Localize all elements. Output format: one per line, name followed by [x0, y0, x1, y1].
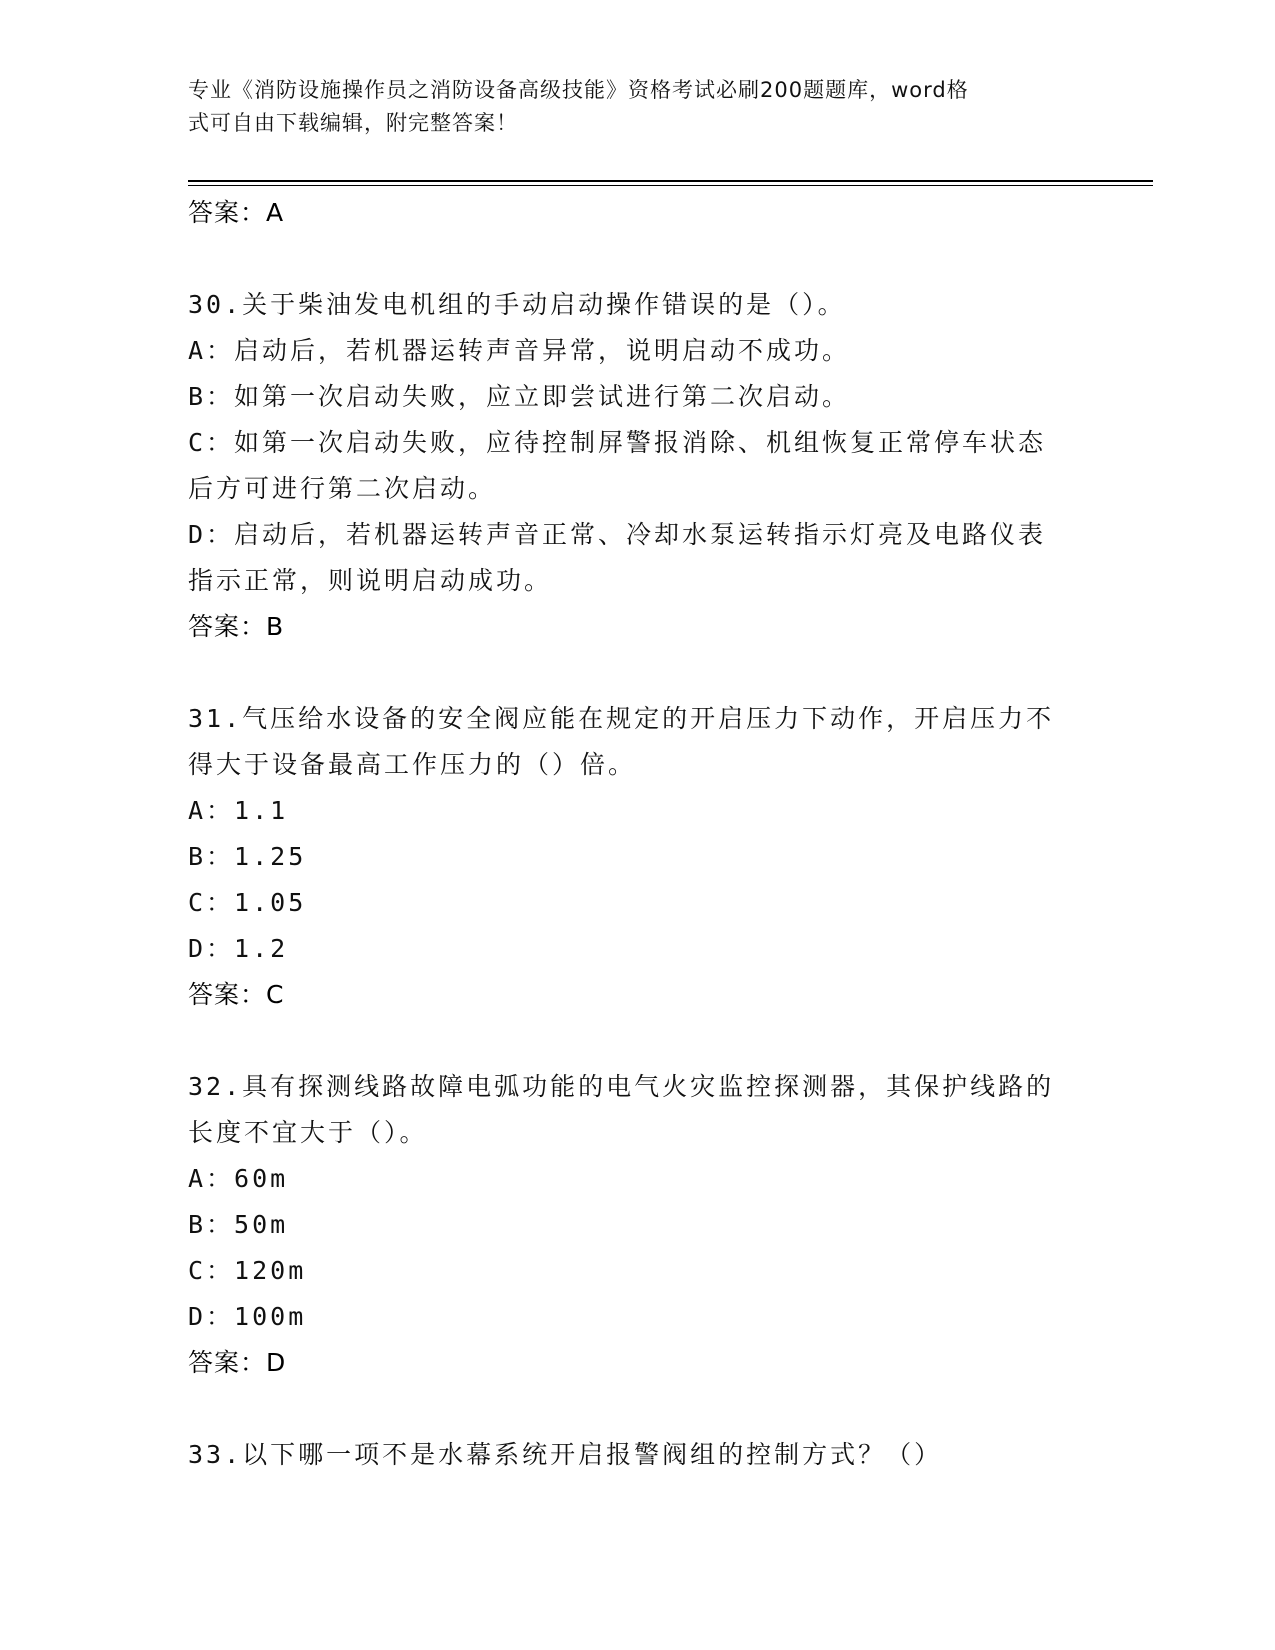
question-32 — [188, 1064, 1088, 1386]
option-d: D：启动后，若机器运转声音正常、冷却水泵运转指示灯亮及电路仪表 — [188, 520, 1047, 549]
answer-line: 答案：C — [188, 980, 285, 1009]
question-stem: 32.具有探测线路故障电弧功能的电气火灾监控探测器，其保护线路的 — [188, 1072, 1055, 1101]
question-33 — [188, 1432, 1088, 1478]
spacer — [188, 236, 1088, 282]
answer-line: 答案：B — [188, 612, 285, 641]
option-c-continued: 后方可进行第二次启动。 — [188, 474, 497, 503]
question-stem: 31.气压给水设备的安全阀应能在规定的开启压力下动作，开启压力不 — [188, 704, 1055, 733]
question-31 — [188, 696, 1088, 1018]
answer-line: 答案：D — [188, 1348, 287, 1377]
option-d: D：100m — [188, 1302, 307, 1331]
spacer — [188, 1386, 1088, 1432]
answer-line: 答案：A — [188, 198, 285, 227]
question-stem-continued: 得大于设备最高工作压力的（）倍。 — [188, 750, 637, 779]
option-a: A：启动后，若机器运转声音异常，说明启动不成功。 — [188, 336, 851, 365]
option-a: A：60m — [188, 1164, 289, 1193]
spacer — [188, 1018, 1088, 1064]
question-stem: 30.关于柴油发电机组的手动启动操作错误的是（）。 — [188, 290, 846, 319]
question-stem-continued: 长度不宜大于（）。 — [188, 1118, 428, 1147]
option-b: B：如第一次启动失败，应立即尝试进行第二次启动。 — [188, 382, 851, 411]
option-d: D：1.2 — [188, 934, 289, 963]
option-c: C：1.05 — [188, 888, 307, 917]
option-c: C：120m — [188, 1256, 307, 1285]
option-c: C：如第一次启动失败，应待控制屏警报消除、机组恢复正常停车状态 — [188, 428, 1047, 457]
question-30 — [188, 282, 1088, 650]
header-rule-thin — [188, 185, 1153, 186]
option-b: B：50m — [188, 1210, 289, 1239]
document-body — [188, 190, 1088, 1478]
option-b: B：1.25 — [188, 842, 307, 871]
header-line-2: 式可自由下载编辑，附完整答案！ — [188, 111, 518, 135]
header-rule-thick — [188, 180, 1153, 182]
option-a: A：1.1 — [188, 796, 289, 825]
header-line-1: 专业《消防设施操作员之消防设备高级技能》资格考试必刷200题题库，word格 — [188, 78, 969, 102]
question-stem: 33.以下哪一项不是水幕系统开启报警阀组的控制方式？（） — [188, 1440, 943, 1469]
document-header — [188, 74, 1068, 140]
option-d-continued: 指示正常，则说明启动成功。 — [188, 566, 553, 595]
spacer — [188, 650, 1088, 696]
